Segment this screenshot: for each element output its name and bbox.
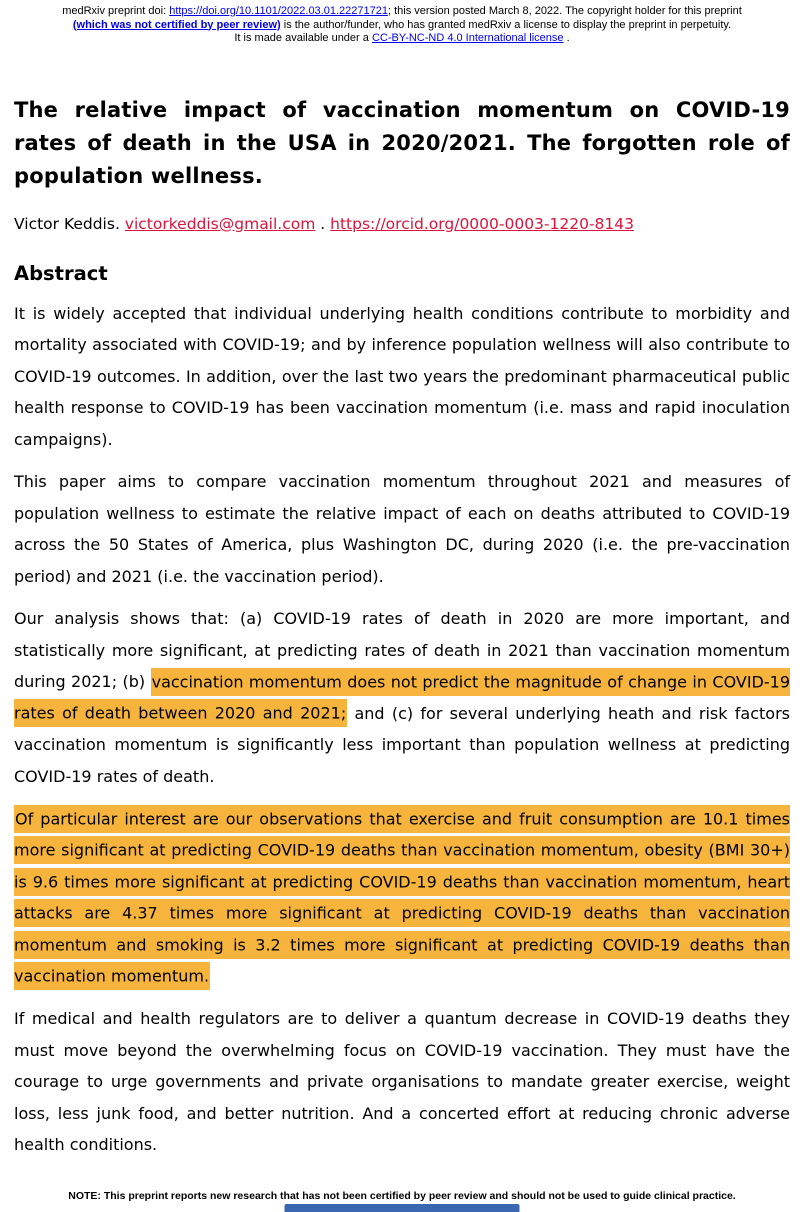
text-segment: . <box>315 214 331 233</box>
abstract-paragraph-3 <box>14 603 790 792</box>
text-segment: If medical and health regulators are to deliver a quantum decrease in COVID-19 deaths they must move beyond the overwhelming focus on COVID-19 vaccination. They must have the courage to urge governments and private organisations to mandate greater exercise, weight loss, less junk food, and better nutrition. And a concerted effort at reducing chronic adverse health conditions. <box>14 1009 790 1154</box>
peer-review-note: NOTE: This preprint reports new research that has not been certified by peer review and should not be used to guide clinical practice. <box>68 1190 736 1202</box>
medrxiv-preprint-banner <box>0 0 804 46</box>
article-body <box>0 94 804 1161</box>
banner-line-2 <box>0 19 804 33</box>
highlighted-text: Of particular interest are our observations that exercise and fruit consumption are 10.1 times more significant at predicting COVID-19 deaths than vaccination momentum, obesity (BMI 30+) is 9.6 times more significant at predicting COVID-19 deaths than vaccination momentum, heart attacks are 4.37 times more significant at predicting COVID-19 deaths than vaccination momentum and smoking is 3.2 times more significant at predicting COVID-19 deaths than vaccination momentum. <box>14 805 790 991</box>
text-segment: and (c) for several underlying heath and risk factors vaccination momentum is significantly less important than population wellness at predicting COVID-19 rates of death. <box>14 703 791 786</box>
text-segment: Our analysis shows that: (a) COVID-19 rates of death in 2020 are more important, and statistically more significant, at predicting rates of death in 2021 than vaccination momentum during 2021; (b) <box>14 609 790 691</box>
text-segment: medRxiv preprint doi: <box>62 5 170 17</box>
highlighted-text: vaccination momentum does not predict the magnitude of change in COVID-19 rates of death between 2020 and 2021; <box>14 668 790 728</box>
license-link[interactable]: CC-BY-NC-ND 4.0 International license <box>371 32 564 44</box>
text-segment: is the author/funder, who has granted medRxiv a license to display the preprint in perpetuity. <box>280 18 732 31</box>
bottom-bar <box>285 1204 520 1212</box>
abstract-paragraph-1 <box>14 298 790 456</box>
banner-line-1 <box>0 5 804 19</box>
abstract-paragraph-5 <box>14 1003 790 1161</box>
text-segment: This paper aims to compare vaccination momentum throughout 2021 and measures of population wellness to estimate the relative impact of each on deaths attributed to COVID-19 across the 50 States of America, plus Washington DC, during 2020 (i.e. the pre-vaccination period) and 2021 (i.e. the vaccination period). <box>14 472 790 586</box>
text-segment: . <box>563 32 570 44</box>
doi-link[interactable]: https://doi.org/10.1101/2022.03.01.22271721 <box>169 5 388 17</box>
peer-review-link[interactable]: (which was not certified by peer review) <box>72 18 281 31</box>
paper-title: The relative impact of vaccination momentum on COVID-19 rates of death in the USA in 2020/2021. The forgotten role of population wellness. <box>14 97 790 188</box>
banner-line-3 <box>0 32 804 46</box>
abstract-paragraph-2 <box>14 466 790 592</box>
author-line <box>14 214 790 235</box>
text-segment: It is widely accepted that individual underlying health conditions contribute to morbidity and mortality associated with COVID-19; and by inference population wellness will also contribute to COVID-19 outcomes. In addition, over the last two years the predominant pharmaceutical public health response to COVID-19 has been vaccination momentum (i.e. mass and rapid inoculation campaigns). <box>14 303 790 449</box>
orcid-link[interactable]: https://orcid.org/0000-0003-1220-8143 <box>330 214 635 233</box>
text-segment: Victor Keddis. <box>14 214 125 233</box>
abstract-heading: Abstract <box>14 261 108 285</box>
abstract-paragraph-4 <box>14 803 790 992</box>
text-segment: It is made available under a <box>234 32 372 44</box>
text-segment: ; this version posted March 8, 2022. The copyright holder for this preprint <box>387 5 742 17</box>
email-link[interactable]: victorkeddis@gmail.com <box>124 214 316 233</box>
